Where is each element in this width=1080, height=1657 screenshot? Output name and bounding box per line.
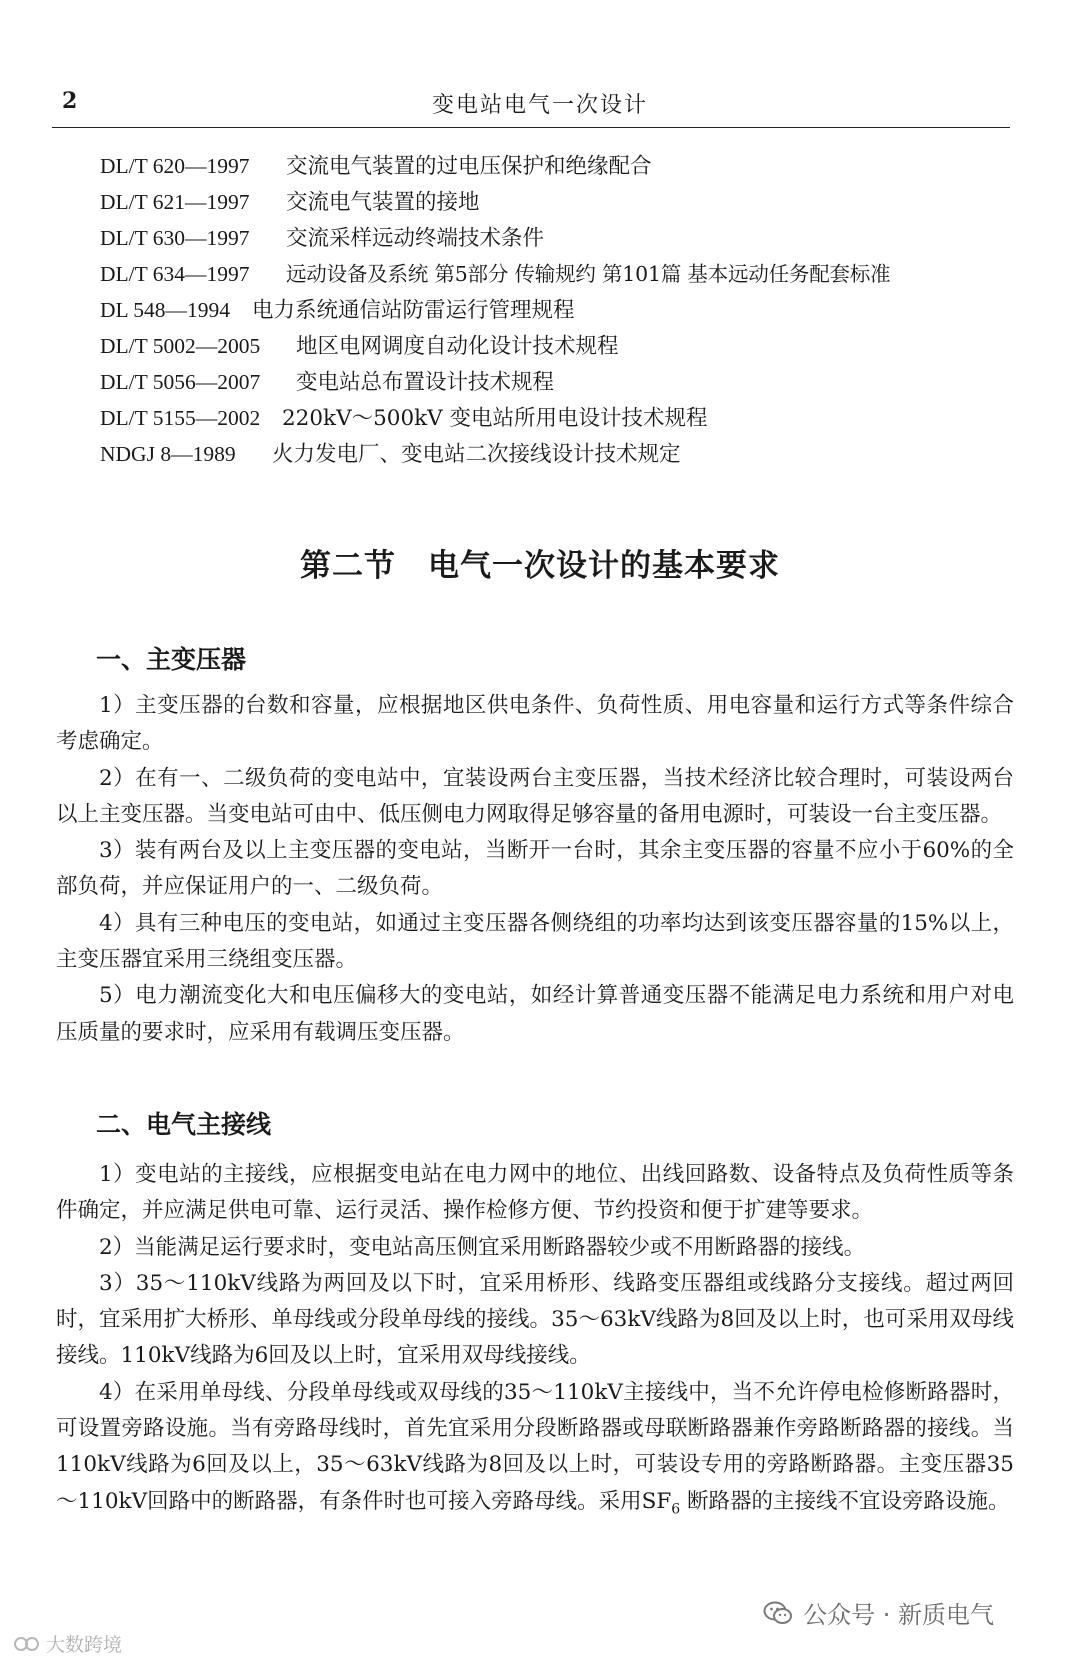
standard-title: 220kV～500kV 变电站所用电设计技术规程: [282, 406, 708, 431]
paragraph: 1）主变压器的台数和容量，应根据地区供电条件、负荷性质、用电容量和运行方式等条件综合考虑确定。: [56, 693, 1014, 755]
paragraph: 2）在有一、二级负荷的变电站中，宜装设两台主变压器，当技术经济比较合理时，可装设两台以上主变压器。当变电站可由中、低压侧电力网取得足够容量的备用电源时，可装设一台主变压器。: [56, 765, 1014, 827]
standard-title: 地区电网调度自动化设计技术规程: [296, 334, 619, 359]
paragraph-tail: 断路器的主接线不宜设旁路设施。: [680, 1488, 1010, 1514]
standard-code: DL/T 5002—2005: [100, 334, 261, 358]
sf6-subscript: 6: [671, 1500, 681, 1517]
standard-item: [100, 364, 1020, 400]
paragraph: 5）电力潮流变化大和电压偏移大的变电站，如经计算普通变压器不能满足电力系统和用户对电压质量的要求时，应采用有载调压变压器。: [56, 983, 1014, 1045]
standard-item: [100, 436, 1020, 472]
wechat-watermark: [763, 1595, 994, 1630]
standard-item: [100, 256, 1020, 292]
standard-item: [100, 292, 1020, 328]
standards-list: [100, 148, 1020, 472]
standard-code: DL/T 5056—2007: [100, 370, 261, 394]
standard-title: 电力系统通信站防雷运行管理规程: [252, 298, 575, 323]
standard-title: 火力发电厂、变电站二次接线设计技术规定: [272, 442, 681, 467]
subsection-heading-transformer: 一、主变压器: [96, 645, 247, 674]
paragraph: 1）变电站的主接线，应根据变电站在电力网中的地位、出线回路数、设备特点及负荷性质等条件确定，并应满足供电可靠、运行灵活、操作检修方便、节约投资和便于扩建等要求。: [56, 1162, 1014, 1224]
paragraph-sf6: [56, 1375, 1014, 1527]
section-heading: 第二节 电气一次设计的基本要求: [300, 548, 780, 584]
standard-code: NDGJ 8—1989: [100, 442, 236, 466]
standard-item: [100, 328, 1020, 364]
paragraph: 2）当能满足运行要求时，变电站高压侧宜采用断路器较少或不用断路器的接线。: [99, 1234, 866, 1260]
standard-code: DL/T 5155—2002: [100, 406, 261, 430]
running-title: 变电站电气一次设计: [431, 93, 648, 118]
standard-item: [100, 400, 1020, 436]
site-logo-icon: [14, 1635, 40, 1653]
standard-code: DL/T 620—1997: [100, 154, 250, 178]
paragraph: 4）具有三种电压的变电站，如通过主变压器各侧绕组的功率均达到该变压器容量的15%以上，主变压器宜采用三绕组变压器。: [56, 910, 1014, 973]
standard-code: DL/T 621—1997: [100, 190, 250, 214]
paragraph: 3）35～110kV线路为两回及以下时，宜采用桥形、线路变压器组或线路分支接线。超过两回时，宜采用扩大桥形、单母线或分段单母线的接线。35～63kV线路为8回及以上时，也可采用双母线接线。110kV线路为6回及以上时，宜采用双母线接线。: [56, 1270, 1014, 1369]
standard-item: [100, 220, 1020, 256]
site-watermark: [14, 1630, 122, 1657]
standard-title: 变电站总布置设计技术规程: [296, 370, 555, 395]
standard-title: 远动设备及系统 第5部分 传输规约 第101篇 基本远动任务配套标准: [286, 262, 891, 286]
standard-title: 交流采样远动终端技术条件: [286, 226, 545, 251]
paragraph: 3）装有两台及以上主变压器的变电站，当断开一台时，其余主变压器的容量不应小于60%的全部负荷，并应保证用户的一、二级负荷。: [56, 838, 1014, 900]
standard-item: [100, 184, 1020, 220]
header-rule: [52, 127, 1010, 128]
wechat-icon: [763, 1600, 793, 1626]
standard-code: DL 548—1994: [100, 298, 230, 322]
subsection-heading-main-wiring: 二、电气主接线: [96, 1110, 272, 1139]
page-number: 2: [62, 88, 78, 114]
standard-code: DL/T 630—1997: [100, 226, 250, 250]
wechat-account-text: 公众号 · 新质电气: [803, 1601, 994, 1629]
subsection-body-main-wiring: [56, 1157, 1014, 1527]
sf6-symbol: SF: [641, 1488, 672, 1514]
paragraph-text: 4）在采用单母线、分段单母线或双母线的35～110kV主接线中，当不允许停电检修断路器时，可设置旁路设施。当有旁路母线时，首先宜采用分段断路器或母联断路器兼作旁路断路器的接线。当110kV线路为6回及以上，35～63kV线路为8回及以上时，可装设专用的旁路断路器。主变压器35～110kV回路中的断路器，有条件时也可接入旁路母线。采用: [56, 1379, 1014, 1514]
standard-item: [100, 148, 1020, 184]
standard-code: DL/T 634—1997: [100, 262, 250, 286]
standard-title: 交流电气装置的接地: [286, 190, 480, 215]
site-watermark-text: 大数跨境: [46, 1634, 123, 1656]
subsection-body-transformer: [56, 688, 1014, 1051]
standard-title: 交流电气装置的过电压保护和绝缘配合: [286, 154, 652, 179]
